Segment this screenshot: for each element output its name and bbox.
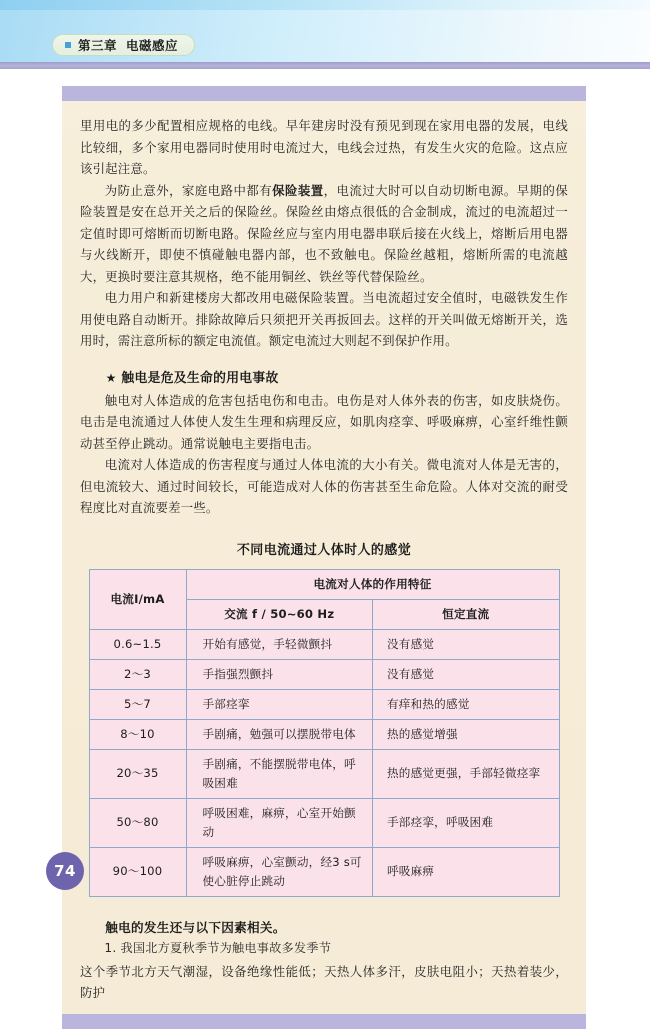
paragraph-2-pre: 为防止意外，家庭电路中都有 xyxy=(104,182,273,198)
table-header-current: 电流I/mA xyxy=(89,569,186,629)
cell-ac: 手指强烈颤抖 xyxy=(186,659,373,689)
cell-dc: 热的感觉更强，手部轻微痉挛 xyxy=(373,749,560,798)
current-effects-table xyxy=(89,569,560,897)
page-number-badge: 74 xyxy=(46,852,84,890)
cell-ac: 呼吸困难，麻痹，心室开始颤动 xyxy=(186,798,373,847)
paragraph-2-post: ，电流过大时可以自动切断电源。早期的保险装置是安在总开关之后的保险丝。保险丝由熔点很低的合金制成，流过的电流超过一定值时即可熔断而切断电路。保险丝应与室内用电器串联后接在火线上，熔断后用电器与火线断开，即使不慎碰触电器内部，也不致触电。保险丝越粗，熔断所需的电流越大，更换时要注意其规格，绝不能用铜丝、铁丝等代替保险丝。 xyxy=(80,182,568,284)
star-heading-text: 触电是危及生命的用电事故 xyxy=(121,370,279,386)
chapter-title: 电磁感应 xyxy=(126,38,179,53)
table-header-row-1 xyxy=(89,569,559,599)
table-header-dc: 恒定直流 xyxy=(373,599,560,629)
table-row xyxy=(89,719,559,749)
star-icon: ★ xyxy=(105,370,117,385)
cell-ac: 手剧痛，勉强可以摆脱带电体 xyxy=(186,719,373,749)
bottom-list-item-1: 1. 我国北方夏秋季节为触电事故多发季节 xyxy=(104,940,332,955)
cell-dc: 没有感觉 xyxy=(373,659,560,689)
paragraph-4: 触电对人体造成的危害包括电伤和电击。电伤是对人体外表的伤害，如皮肤烧伤。电击是电流通过人体使人发生生理和病理反应，如肌肉痉挛、呼吸麻痹，心室纤维性颤动甚至停止跳动。通常说触电主要指电击。 xyxy=(80,392,568,451)
cell-current: 5～7 xyxy=(89,689,186,719)
cell-ac: 呼吸麻痹，心室颤动，经3 s可使心脏停止跳动 xyxy=(186,847,373,896)
paragraph-3: 电力用户和新建楼房大都改用电磁保险装置。当电流超过安全值时，电磁铁发生作用使电路自动断开。排除故障后只须把开关再扳回去。这样的开关叫做无熔断开关，选用时，需注意所标的额定电流值。额定电流过大则起不到保护作用。 xyxy=(80,290,568,348)
table-header-ac: 交流 f / 50~60 Hz xyxy=(186,599,373,629)
bottom-section-heading: 触电的发生还与以下因素相关。 xyxy=(105,919,286,935)
panel-bottom-bar xyxy=(62,1014,586,1029)
table-row xyxy=(89,798,559,847)
cell-current: 0.6~1.5 xyxy=(89,629,186,659)
table-row xyxy=(89,847,559,896)
cell-ac: 开始有感觉，手轻微颤抖 xyxy=(186,629,373,659)
paragraph-2 xyxy=(80,180,568,288)
cell-current: 2～3 xyxy=(89,659,186,689)
table-header-effect: 电流对人体的作用特征 xyxy=(186,569,559,599)
star-section-heading xyxy=(80,367,568,386)
panel-body xyxy=(62,101,586,1014)
cell-dc: 呼吸麻痹 xyxy=(373,847,560,896)
bottom-paragraph: 这个季节北方天气潮湿，设备绝缘性能低；天热人体多汗，皮肤电阻小；天热着装少，防护 xyxy=(80,963,568,1000)
chapter-badge-label xyxy=(78,36,178,54)
table-row xyxy=(89,659,559,689)
header-divider xyxy=(0,62,650,69)
table-title: 不同电流通过人体时人的感觉 xyxy=(236,542,412,558)
cell-ac: 手部痉挛 xyxy=(186,689,373,719)
content-panel xyxy=(62,86,586,1029)
bullet-square-icon xyxy=(65,42,71,48)
cell-current: 90～100 xyxy=(89,847,186,896)
panel-top-bar xyxy=(62,86,586,101)
cell-current: 50～80 xyxy=(89,798,186,847)
cell-current: 20～35 xyxy=(89,749,186,798)
cell-ac: 手剧痛，不能摆脱带电体，呼吸困难 xyxy=(186,749,373,798)
table-row xyxy=(89,689,559,719)
paragraph-2-emphasis: 保险装置 xyxy=(272,182,324,198)
paragraph-1: 里用电的多少配置相应规格的电线。早年建房时没有预见到现在家用电器的发展，电线比较细，多个家用电器同时使用时电流过大，电线会过热，有发生火灾的危险。这点应该引起注意。 xyxy=(80,118,568,176)
table-row xyxy=(89,629,559,659)
cell-dc: 没有感觉 xyxy=(373,629,560,659)
table-row xyxy=(89,749,559,798)
paragraph-5: 电流对人体造成的伤害程度与通过人体电流的大小有关。微电流对人体是无害的，但电流较大、通过时间较长，可能造成对人体的伤害甚至生命危险。人体对交流的耐受程度比对直流要差一些。 xyxy=(80,457,568,515)
chapter-badge xyxy=(52,34,195,56)
cell-current: 8～10 xyxy=(89,719,186,749)
cell-dc: 热的感觉增强 xyxy=(373,719,560,749)
chapter-label: 第三章 xyxy=(78,38,118,53)
cell-dc: 有痒和热的感觉 xyxy=(373,689,560,719)
cell-dc: 手部痉挛，呼吸困难 xyxy=(373,798,560,847)
